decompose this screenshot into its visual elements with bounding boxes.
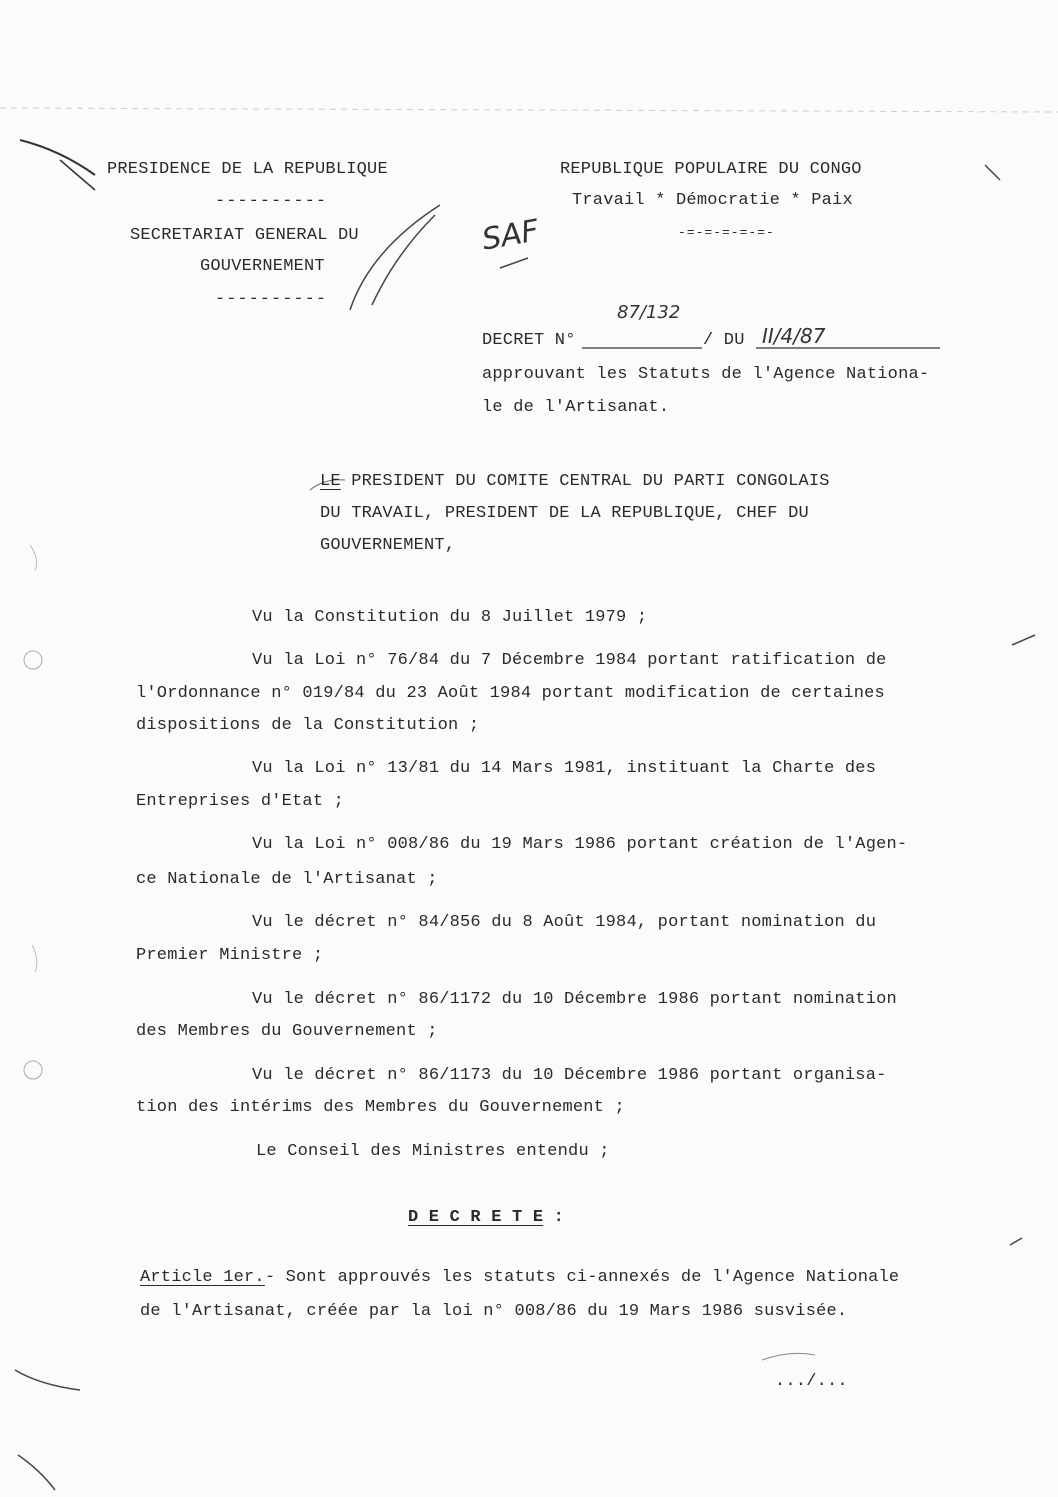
decree-date-handwritten: II/4/87 [762, 324, 826, 348]
visa-decret-84-856-line-2: Premier Ministre ; [136, 946, 324, 965]
saf-handwritten-note: SAF [479, 213, 542, 258]
visa-loi-13-81-line-1: Vu la Loi n° 13/81 du 14 Mars 1981, instituant la Charte des [252, 759, 877, 778]
president-line-1-rest: PRESIDENT DU COMITE CENTRAL DU PARTI CONGOLAIS [340, 472, 830, 491]
decree-label: DECRET N° [482, 331, 576, 350]
decree-number-handwritten: 87/132 [617, 302, 681, 323]
country-motto: Travail * Démocratie * Paix [572, 191, 853, 210]
header-right-separator: -=-=-=-=-=- [678, 225, 775, 240]
visa-loi-13-81-line-2: Entreprises d'Etat ; [136, 792, 345, 811]
decree-subject-line-2: le de l'Artisanat. [482, 398, 670, 417]
president-line-1 [320, 472, 830, 491]
header-left-separator-2: ---------- [215, 290, 328, 309]
secretariat-line-2: GOUVERNEMENT [200, 257, 325, 276]
visa-loi-008-86-line-1: Vu la Loi n° 008/86 du 19 Mars 1986 portant création de l'Agen- [252, 835, 908, 854]
visa-loi-76-84-line-2: l'Ordonnance n° 019/84 du 23 Août 1984 portant modification de certaines [136, 684, 885, 703]
president-le: LE [320, 472, 341, 491]
visa-loi-76-84-line-1: Vu la Loi n° 76/84 du 7 Décembre 1984 portant ratification de [252, 651, 887, 670]
article-1-label: Article 1er. [140, 1268, 265, 1287]
continuation-mark: .../... [775, 1372, 848, 1391]
visa-constitution: Vu la Constitution du 8 Juillet 1979 ; [252, 608, 648, 627]
visa-loi-76-84-line-3: dispositions de la Constitution ; [136, 716, 480, 735]
article-1-line-1 [140, 1268, 899, 1287]
article-1-line-2: de l'Artisanat, créée par la loi n° 008/86 du 19 Mars 1986 susvisée. [140, 1302, 848, 1321]
presidency-title: PRESIDENCE DE LA REPUBLIQUE [107, 160, 388, 179]
visa-decret-86-1172-line-2: des Membres du Gouvernement ; [136, 1022, 438, 1041]
visa-decret-86-1173-line-1: Vu le décret n° 86/1173 du 10 Décembre 1986 portant organisa- [252, 1066, 887, 1085]
president-line-3: GOUVERNEMENT, [320, 536, 456, 555]
visa-decret-84-856-line-1: Vu le décret n° 84/856 du 8 Août 1984, portant nomination du [252, 913, 877, 932]
country-title: REPUBLIQUE POPULAIRE DU CONGO [560, 160, 862, 179]
decree-du: / DU [703, 331, 745, 350]
decrete-colon: : [543, 1208, 565, 1227]
visa-decret-86-1173-line-2: tion des intérims des Membres du Gouvernement ; [136, 1098, 625, 1117]
header-left-separator-1: ---------- [215, 192, 328, 211]
decrete-heading [408, 1208, 564, 1227]
decrete-word: D E C R E T E [408, 1208, 544, 1227]
secretariat-line-1: SECRETARIAT GENERAL DU [130, 226, 359, 245]
decree-subject-line-1: approuvant les Statuts de l'Agence Nationa- [482, 365, 930, 384]
visa-decret-86-1172-line-1: Vu le décret n° 86/1172 du 10 Décembre 1986 portant nomination [252, 990, 897, 1009]
article-1-text: - Sont approuvés les statuts ci-annexés de l'Agence Nationale [264, 1268, 900, 1287]
visa-loi-008-86-line-2: ce Nationale de l'Artisanat ; [136, 870, 438, 889]
visa-conseil-des-ministres: Le Conseil des Ministres entendu ; [256, 1142, 610, 1161]
president-line-2: DU TRAVAIL, PRESIDENT DE LA REPUBLIQUE, CHEF DU [320, 504, 809, 523]
